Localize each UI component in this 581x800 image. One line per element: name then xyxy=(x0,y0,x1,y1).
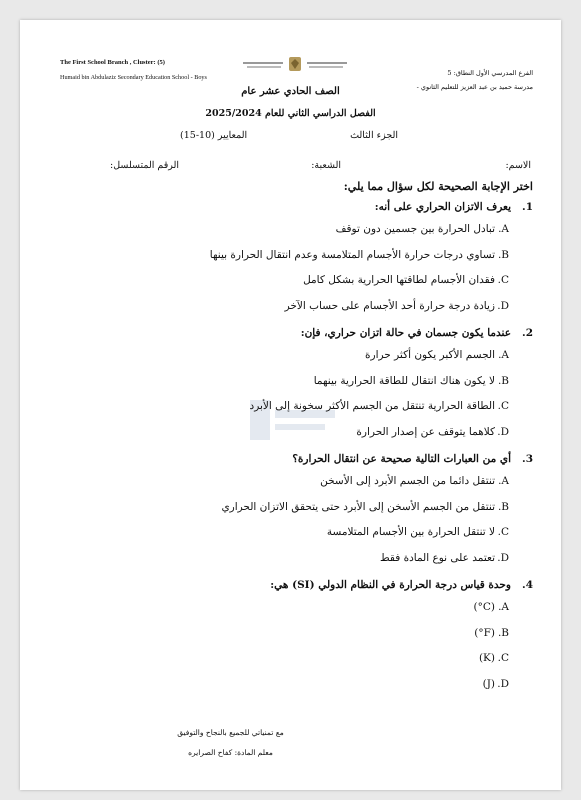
school-branch-line: The First School Branch , Cluster: (5) xyxy=(60,59,165,66)
section-label: الشعبة: xyxy=(311,160,341,171)
option-b[interactable]: B.(°F) xyxy=(474,626,509,639)
option-d[interactable]: D.(J) xyxy=(482,677,509,690)
option-b[interactable]: B.تنتقل من الجسم الأسخن إلى الأبرد حتى يتحقق الاتزان الحراري xyxy=(221,500,509,513)
instructions: اختر الإجابة الصحيحة لكل سؤال مما يلي: xyxy=(343,180,533,193)
question-text: عندما يكون جسمان في حالة اتزان حراري، فإن: xyxy=(300,327,511,339)
option-c[interactable]: C.الطاقة الحرارية تنتقل من الجسم الأكثر سخونة إلى الأبرد xyxy=(249,400,509,412)
option-a[interactable]: A.(°C) xyxy=(473,601,509,613)
option-a[interactable]: A.الجسم الأكبر يكون أكثر حرارة xyxy=(365,349,509,361)
option-c[interactable]: C.لا تنتقل الحرارة بين الأجسام المتلامسة xyxy=(326,526,509,538)
serial-number-label: الرقم المتسلسل: xyxy=(110,160,180,171)
ministry-logo xyxy=(235,54,355,84)
question-number: 3. xyxy=(522,453,533,465)
school-branch-arabic: الفرع المدرسي الأول النطاق: 5 xyxy=(447,69,533,77)
school-header-english xyxy=(60,58,220,82)
option-a[interactable]: A.تنتقل دائما من الجسم الأبرد إلى الأسخن xyxy=(320,475,509,487)
term-title: الفصل الدراسي الثاني للعام 2025/2024 xyxy=(205,108,376,119)
question-number: 2. xyxy=(522,327,533,339)
option-b[interactable]: B.تساوي درجات حرارة الأجسام المتلامسة وعدم انتقال الحرارة بينها xyxy=(209,248,509,261)
option-c[interactable]: C.فقدان الأجسام لطاقتها الحرارية بشكل كامل xyxy=(303,274,509,286)
question-text: يعرف الاتزان الحراري على أنه: xyxy=(374,201,511,213)
footer-wish: مع تمنياتي للجميع بالنجاح والتوفيق xyxy=(177,728,284,737)
exam-part: الجزء الثالث xyxy=(350,130,398,141)
exam-standards: المعايير (10-15) xyxy=(180,130,248,141)
school-name-arabic: مدرسة حميد بن عبد العزيز للتعليم الثانوي - xyxy=(416,83,533,91)
exam-content xyxy=(48,180,533,697)
question-text: أي من العبارات التالية صحيحة عن انتقال الحرارة؟ xyxy=(292,453,511,465)
question-2 xyxy=(48,327,533,445)
footer-teacher: معلم المادة: كفاح الصرايره xyxy=(188,748,273,757)
question-number: 4. xyxy=(522,579,533,591)
option-d[interactable]: D.كلاهما يتوقف عن إصدار الحرارة xyxy=(356,425,509,438)
option-a[interactable]: A.تبادل الحرارة بين جسمين دون توقف xyxy=(335,223,509,235)
grade-title: الصف الحادي عشر عام xyxy=(241,86,340,97)
student-name-label: الاسم: xyxy=(505,160,531,171)
exam-page xyxy=(20,20,561,790)
question-text: وحدة قياس درجة الحرارة في النظام الدولي (SI) هي: xyxy=(270,579,511,591)
question-number: 1. xyxy=(522,201,533,213)
option-d[interactable]: D.زيادة درجة حرارة أحد الأجسام على حساب الآخر xyxy=(284,299,509,312)
school-name-english: Humaid bin Abdulaziz Secondary Education School - Boys xyxy=(60,74,207,81)
question-3 xyxy=(48,453,533,571)
option-b[interactable]: B.لا يكون هناك انتقال للطاقة الحرارية بينهما xyxy=(313,374,509,387)
option-c[interactable]: C.(K) xyxy=(478,652,509,664)
option-d[interactable]: D.تعتمد على نوع المادة فقط xyxy=(379,551,509,564)
question-1 xyxy=(48,201,533,319)
question-4 xyxy=(48,579,533,697)
